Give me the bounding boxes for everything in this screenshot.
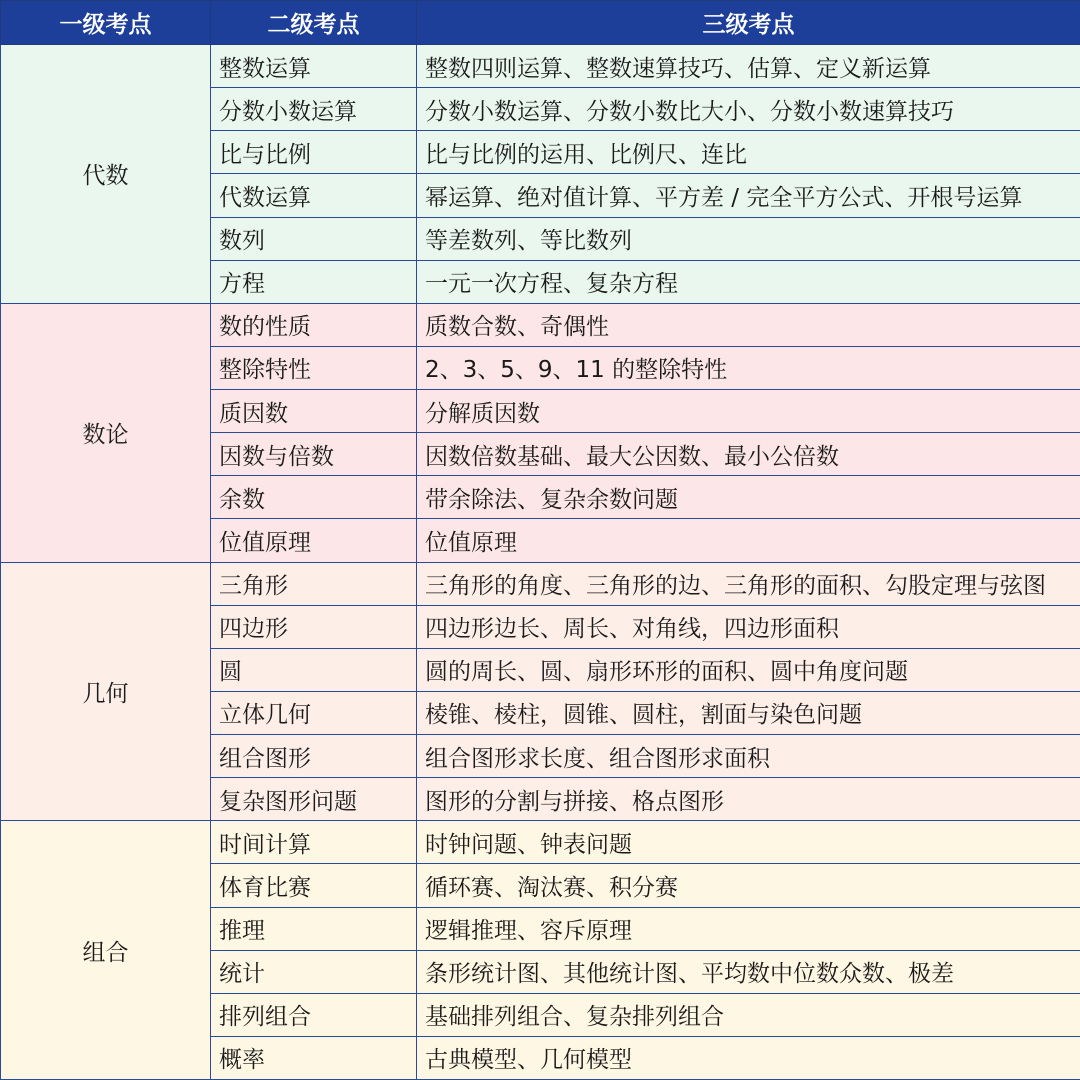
table-row [1, 303, 1080, 346]
category-cell: 代数 [1, 45, 211, 304]
detail-cell: 等差数列、等比数列 [417, 217, 1080, 260]
subtopic-cell: 复杂图形问题 [211, 778, 417, 821]
detail-cell: 时钟问题、钟表问题 [417, 821, 1080, 864]
subtopic-cell: 整数运算 [211, 45, 417, 88]
subtopic-cell: 因数与倍数 [211, 433, 417, 476]
detail-cell: 条形统计图、其他统计图、平均数中位数众数、极差 [417, 950, 1080, 993]
detail-cell: 循环赛、淘汰赛、积分赛 [417, 864, 1080, 907]
subtopic-cell: 代数运算 [211, 174, 417, 217]
subtopic-cell: 概率 [211, 1036, 417, 1079]
subtopic-cell: 三角形 [211, 562, 417, 605]
header-level2: 二级考点 [211, 1, 417, 45]
subtopic-cell: 比与比例 [211, 131, 417, 174]
subtopic-cell: 推理 [211, 907, 417, 950]
subtopic-cell: 四边形 [211, 605, 417, 648]
subtopic-cell: 统计 [211, 950, 417, 993]
header-row [1, 1, 1080, 45]
detail-cell: 2、3、5、9、11 的整除特性 [417, 346, 1080, 389]
subtopic-cell: 余数 [211, 476, 417, 519]
subtopic-cell: 体育比赛 [211, 864, 417, 907]
detail-cell: 幂运算、绝对值计算、平方差 / 完全平方公式、开根号运算 [417, 174, 1080, 217]
table-body [1, 45, 1080, 1080]
subtopic-cell: 圆 [211, 648, 417, 691]
detail-cell: 基础排列组合、复杂排列组合 [417, 993, 1080, 1036]
category-cell: 组合 [1, 821, 211, 1080]
table-row [1, 821, 1080, 864]
detail-cell: 图形的分割与拼接、格点图形 [417, 778, 1080, 821]
subtopic-cell: 数列 [211, 217, 417, 260]
subtopic-cell: 分数小数运算 [211, 88, 417, 131]
detail-cell: 位值原理 [417, 519, 1080, 562]
detail-cell: 整数四则运算、整数速算技巧、估算、定义新运算 [417, 45, 1080, 88]
subtopic-cell: 位值原理 [211, 519, 417, 562]
header-level3: 三级考点 [417, 1, 1080, 45]
detail-cell: 带余除法、复杂余数问题 [417, 476, 1080, 519]
detail-cell: 分解质因数 [417, 390, 1080, 433]
detail-cell: 组合图形求长度、组合图形求面积 [417, 735, 1080, 778]
subtopic-cell: 组合图形 [211, 735, 417, 778]
table-row [1, 45, 1080, 88]
detail-cell: 分数小数运算、分数小数比大小、分数小数速算技巧 [417, 88, 1080, 131]
subtopic-cell: 整除特性 [211, 346, 417, 389]
subtopic-cell: 数的性质 [211, 303, 417, 346]
detail-cell: 逻辑推理、容斥原理 [417, 907, 1080, 950]
subtopic-cell: 时间计算 [211, 821, 417, 864]
detail-cell: 四边形边长、周长、对角线，四边形面积 [417, 605, 1080, 648]
detail-cell: 古典模型、几何模型 [417, 1036, 1080, 1079]
subtopic-cell: 立体几何 [211, 691, 417, 734]
detail-cell: 一元一次方程、复杂方程 [417, 260, 1080, 303]
category-cell: 数论 [1, 303, 211, 562]
detail-cell: 因数倍数基础、最大公因数、最小公倍数 [417, 433, 1080, 476]
subtopic-cell: 质因数 [211, 390, 417, 433]
header-level1: 一级考点 [1, 1, 211, 45]
detail-cell: 圆的周长、圆、扇形环形的面积、圆中角度问题 [417, 648, 1080, 691]
category-cell: 几何 [1, 562, 211, 821]
detail-cell: 比与比例的运用、比例尺、连比 [417, 131, 1080, 174]
subtopic-cell: 方程 [211, 260, 417, 303]
detail-cell: 质数合数、奇偶性 [417, 303, 1080, 346]
detail-cell: 棱锥、棱柱，圆锥、圆柱，割面与染色问题 [417, 691, 1080, 734]
table-row [1, 562, 1080, 605]
subtopic-cell: 排列组合 [211, 993, 417, 1036]
detail-cell: 三角形的角度、三角形的边、三角形的面积、勾股定理与弦图 [417, 562, 1080, 605]
